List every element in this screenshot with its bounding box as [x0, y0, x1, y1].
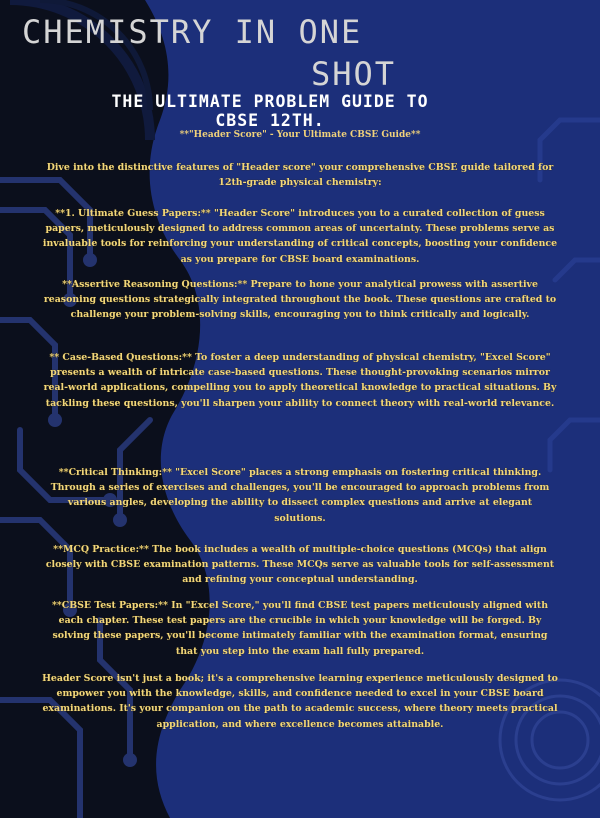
mcq-practice-paragraph: **MCQ Practice:** The book includes a wealth of multiple-choice questions (MCQs) that align closely with CBSE examination patterns. These MCQs serve as valuable tools for self-assessment and refining your conceptual understanding. — [45, 544, 555, 586]
critical-thinking-paragraph: **Critical Thinking:** "Excel Score" places a strong emphasis on fostering critical thinking. Through a series of exercises and challenges, you'll be encouraged to approach problems from various angles, developing the ability to dissect complex questions and arrive at elegant solutions. — [50, 467, 550, 524]
main-title-line2: SHOT — [311, 55, 397, 93]
main-title-line1: CHEMISTRY IN ONE — [22, 13, 363, 51]
subtitle-line1: THE ULTIMATE PROBLEM GUIDE TO — [111, 92, 429, 111]
assertive-reasoning-paragraph: **Assertive Reasoning Questions:** Prepare to hone your analytical prowess with assertive reasoning questions strategically integrated throughout the book. These questions are crafted to challenge your problem-solving skills, encouraging you to think critically and logically. — [43, 279, 557, 321]
subtitle-line2: CBSE 12TH. — [215, 111, 325, 130]
closing-paragraph: Header Score isn't just a book; it's a comprehensive learning experience meticulously designed to empower you with the knowledge, skills, and confidence needed to excel in your CBSE board examinations. It's your companion on the path to academic success, where theory meets practical application, and where excellence becomes attainable. — [42, 673, 558, 730]
case-based-paragraph: ** Case-Based Questions:** To foster a deep understanding of physical chemistry, "Excel Score" presents a wealth of intricate case-based questions. These thought-provoking scenarios mirror real-world applications, compelling you to apply theoretical knowledge to practical situations. By tackling these questions, you'll sharpen your ability to connect theory with real-world relevance. — [43, 352, 557, 409]
subtitle — [60, 92, 480, 130]
tagline: **"Header Score" - Your Ultimate CBSE Guide** — [179, 130, 421, 140]
test-papers-paragraph: **CBSE Test Papers:** In "Excel Score," you'll find CBSE test papers meticulously aligned with each chapter. These test papers are the crucible in which your knowledge will be forged. By solving these papers, you'll become intimately familiar with the examination format, ensuring that you step into the exam hall fully prepared. — [51, 600, 549, 657]
intro-paragraph: Dive into the distinctive features of "Header score" your comprehensive CBSE guide tailored for 12th-grade physical chemistry: — [46, 162, 554, 189]
guess-papers-paragraph: **1. Ultimate Guess Papers:** "Header Score" introduces you to a curated collection of guess papers, meticulously designed to address common areas of uncertainty. These problems serve as invaluable tools for reinforcing your understanding of critical concepts, boosting your confidence as you prepare for CBSE board examinations. — [42, 208, 558, 265]
